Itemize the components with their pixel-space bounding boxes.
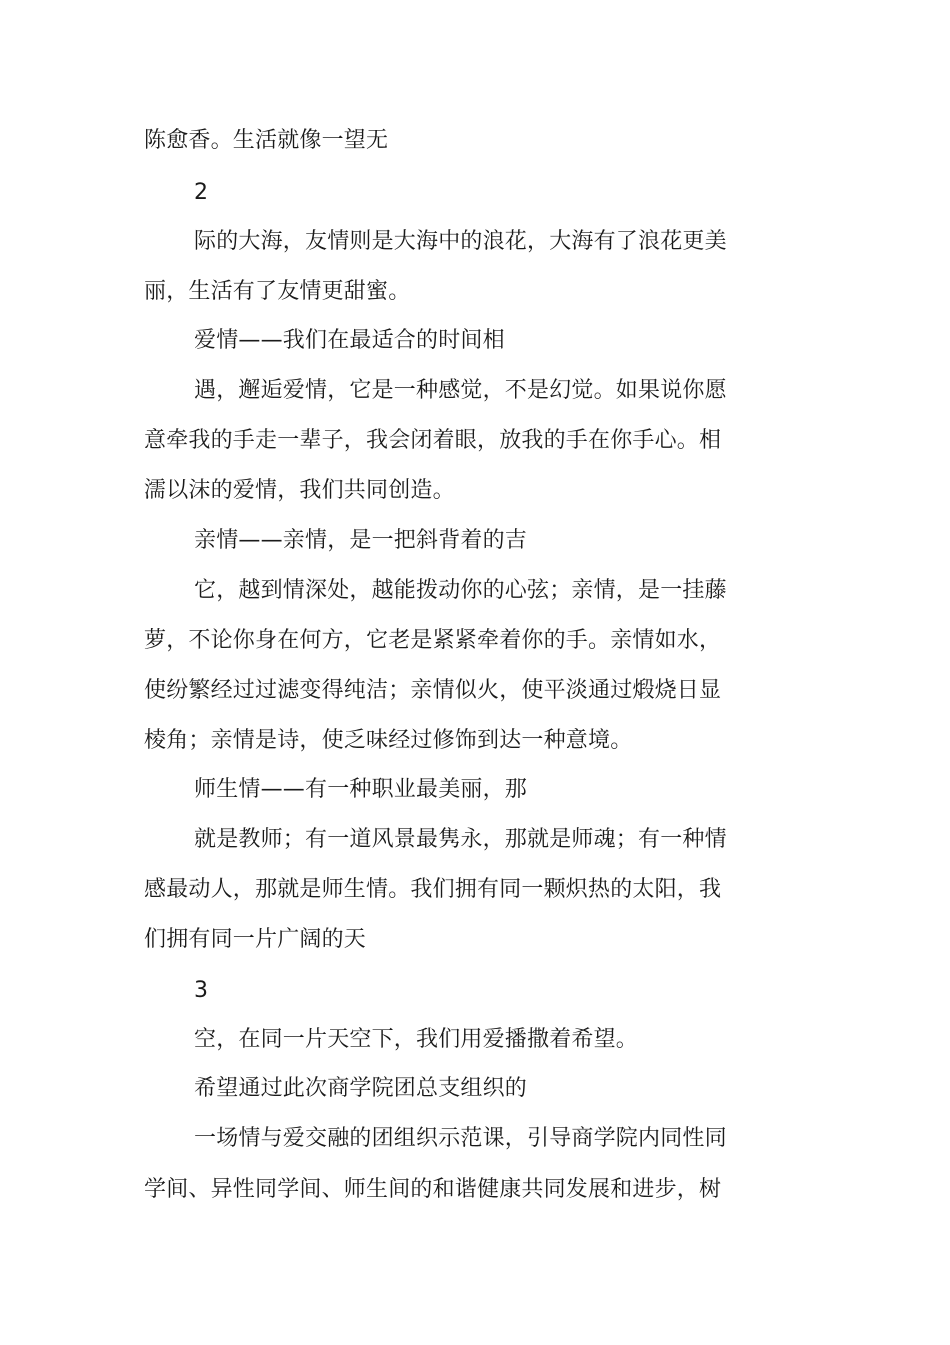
text-line: 际的大海，友情则是大海中的浪花，大海有了浪花更美 xyxy=(194,229,727,254)
text-line: 棱角；亲情是诗，使乏味经过修饰到达一种意境。 xyxy=(144,728,633,753)
page-number: 2 xyxy=(194,180,209,205)
text-line: 遇，邂逅爱情，它是一种感觉，不是幻觉。如果说你愿 xyxy=(194,378,727,403)
page-number: 3 xyxy=(194,978,209,1003)
text-line: 学间、异性同学间、师生间的和谐健康共同发展和进步，树 xyxy=(144,1177,722,1202)
text-line: 亲情——亲情，是一把斜背着的吉 xyxy=(194,528,528,553)
text-line: 希望通过此次商学院团总支组织的 xyxy=(194,1076,528,1101)
text-line: 濡以沫的爱情，我们共同创造。 xyxy=(144,478,455,503)
text-line: 丽，生活有了友情更甜蜜。 xyxy=(144,279,411,304)
text-line: 感最动人，那就是师生情。我们拥有同一颗炽热的太阳，我 xyxy=(144,877,722,902)
text-line: 它，越到情深处，越能拨动你的心弦；亲情，是一挂藤 xyxy=(194,578,727,603)
text-line: 爱情——我们在最适合的时间相 xyxy=(194,328,505,353)
text-line: 陈愈香。生活就像一望无 xyxy=(144,128,389,153)
text-line: 意牵我的手走一辈子，我会闭着眼，放我的手在你手心。相 xyxy=(144,428,722,453)
text-line: 就是教师；有一道风景最隽永，那就是师魂；有一种情 xyxy=(194,827,727,852)
text-line: 们拥有同一片广阔的天 xyxy=(144,927,367,952)
text-line: 萝，不论你身在何方，它老是紧紧牵着你的手。亲情如水， xyxy=(144,628,722,653)
text-line: 空，在同一片天空下，我们用爱播撒着希望。 xyxy=(194,1027,639,1052)
text-line: 使纷繁经过过滤变得纯洁；亲情似火，使平淡通过煅烧日显 xyxy=(144,678,722,703)
text-line: 一场情与爱交融的团组织示范课，引导商学院内同性同 xyxy=(194,1126,727,1151)
text-line: 师生情——有一种职业最美丽，那 xyxy=(194,777,528,802)
